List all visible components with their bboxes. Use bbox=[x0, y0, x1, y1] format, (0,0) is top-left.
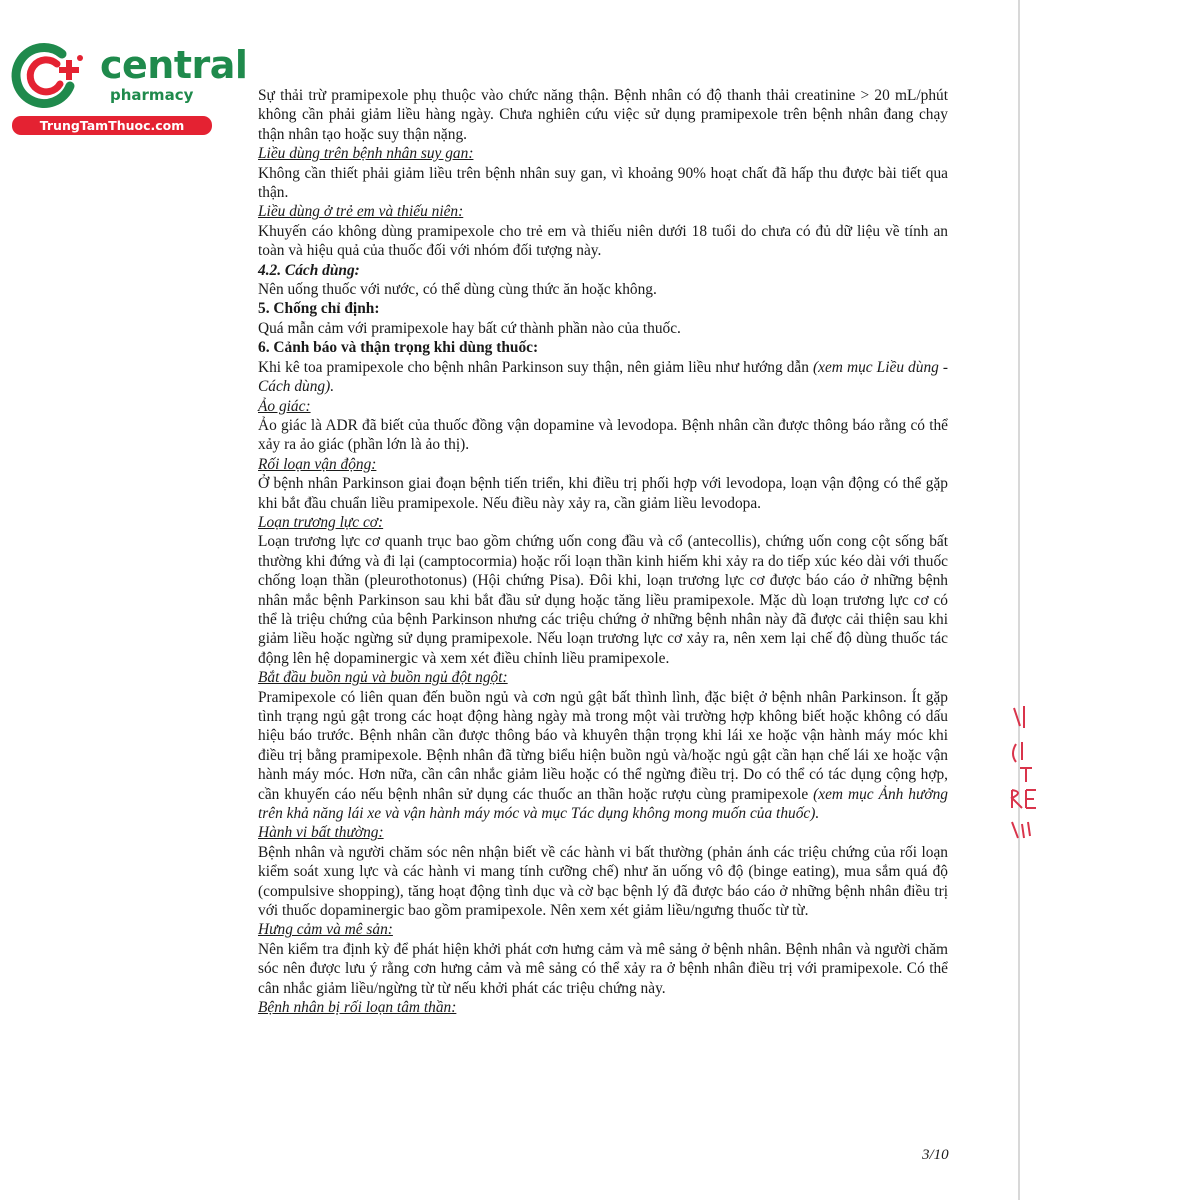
paragraph-children: Khuyến cáo không dùng pramipexole cho trẻ em và thiếu niên dưới 18 tuổi do chưa có đủ dữ liệu về tính an toàn và hiệu quả của thuốc đối với nhóm đối tượng này. bbox=[258, 222, 948, 260]
paragraph-sleep bbox=[258, 688, 948, 824]
logo-subtitle: pharmacy bbox=[110, 86, 194, 104]
heading-5: 5. Chống chỉ định: bbox=[258, 300, 380, 318]
logo-wordmark: central bbox=[100, 43, 248, 87]
document-body bbox=[258, 86, 948, 1018]
page-edge bbox=[1018, 0, 1020, 1200]
paragraph-administration: Nên uống thuốc với nước, có thể dùng cùng thức ăn hoặc không. bbox=[258, 281, 657, 299]
subheading-psychotic: Bệnh nhân bị rối loạn tâm thần: bbox=[258, 999, 457, 1017]
subheading-hallucinations: Ảo giác: bbox=[258, 397, 311, 415]
subheading-behavior: Hành vi bất thường: bbox=[258, 824, 384, 842]
heading-6: 6. Cảnh báo và thận trọng khi dùng thuốc: bbox=[258, 339, 539, 357]
subheading-sleep: Bắt đầu buồn ngủ và buồn ngủ đột ngột: bbox=[258, 669, 508, 687]
heading-4-2 bbox=[258, 261, 948, 280]
paragraph-dyskinesia: Ở bệnh nhân Parkinson giai đoạn bệnh tiến triển, khi điều trị phối hợp với levodopa, loạn vận động có thể gặp khi bắt đầu chuẩn liều pramipexole. Nếu điều này xảy ra, cần giảm liều levodopa. bbox=[258, 475, 948, 512]
heading-4-2-text: 4.2. Cách dùng: bbox=[258, 261, 360, 279]
central-pharmacy-logo bbox=[10, 40, 248, 136]
red-stamp-fragment bbox=[1006, 698, 1046, 848]
paragraph-warnings bbox=[258, 358, 948, 397]
warnings-text: Khi kê toa pramipexole cho bệnh nhân Parkinson suy thận, nên giảm liều như hướng dẫn bbox=[258, 358, 814, 376]
paragraph-contraindications: Quá mẫn cảm với pramipexole hay bất cứ thành phần nào của thuốc. bbox=[258, 319, 681, 337]
paragraph-hallucinations: Ảo giác là ADR đã biết của thuốc đồng vận dopamine và levodopa. Bệnh nhân cần được thông báo rằng có thể xảy ra ảo giác (phần lớn là ảo thị). bbox=[258, 416, 948, 454]
pharmacy-logo-icon bbox=[10, 40, 88, 110]
subheading-dystonia: Loạn trương lực cơ: bbox=[258, 513, 384, 531]
paragraph-mania: Nên kiểm tra định kỳ để phát hiện khởi phát cơn hưng cảm và mê sảng ở bệnh nhân. Bệnh nhân và người chăm sóc nên được lưu ý rằng cơn hưng cảm và mê sảng có thể xảy ra ở bệnh nhân điều trị với pramipexole. Có thể cân nhắc giảm liều/ngừng từ từ nếu khởi phát các triệu chứng này. bbox=[258, 940, 948, 997]
warnings-reference: (xem mục Liều dùng - Cách dùng). bbox=[258, 358, 949, 396]
subheading-dyskinesia: Rối loạn vận động: bbox=[258, 455, 377, 473]
page-number: 3/10 bbox=[922, 1147, 949, 1163]
subheading-mania: Hưng cảm và mê sản: bbox=[258, 921, 393, 939]
subheading-liver: Liều dùng trên bệnh nhân suy gan: bbox=[258, 145, 474, 163]
sleep-reference: (xem mục Ảnh hưởng trên khả năng lái xe và vận hành máy móc và mục Tác dụng không mong muốn của thuốc). bbox=[258, 785, 948, 823]
subheading-children: Liều dùng ở trẻ em và thiếu niên: bbox=[258, 203, 464, 221]
paragraph-liver: Không cần thiết phải giảm liều trên bệnh nhân suy gan, vì khoảng 90% hoạt chất đã hấp thu được bài tiết qua thận. bbox=[258, 164, 948, 202]
stamp-icon bbox=[1006, 698, 1046, 848]
paragraph-behavior: Bệnh nhân và người chăm sóc nên nhận biết về các hành vi bất thường (phản ánh các triệu chứng của rối loạn kiểm soát xung lực và các hành vi mang tính cưỡng chế) như ăn uống vô độ (binge eating), mua sắm quá độ (compulsive shopping), tăng hoạt động tình dục và cờ bạc bệnh lý đã được báo cáo ở những bệnh nhân điều trị với thuốc dopaminergic bao gồm pramipexole. Nên xem xét giảm liều/ngưng thuốc từ từ. bbox=[258, 843, 948, 920]
sleep-text: Pramipexole có liên quan đến buồn ngủ và cơn ngủ gật bất thình lình, đặc biệt ở bệnh nhân Parkinson. Ít gặp tình trạng ngủ gật trong các hoạt động hàng ngày mà trong một vài trường hợp không biết hoặc không có dấu hiệu báo trước. Bệnh nhân cần được thông báo và khuyên thận trọng khi lái xe hoặc vận hành máy móc khi điều trị bằng pramipexole. Bệnh nhân đã từng biểu hiện buồn ngủ và/hoặc ngủ gật cần hạn chế lái xe hoặc vận hành máy móc. Hơn nữa, cần cân nhắc giảm liều hoặc có thể ngừng điều trị. Do có thể có tác dụng cộng hợp, cần khuyến cáo nếu bệnh nhân sử dụng các thuốc an thần hoặc rượu cùng pramipexole bbox=[258, 688, 948, 803]
logo-site-banner: TrungTamThuoc.com bbox=[12, 116, 212, 135]
paragraph-renal: Sự thải trừ pramipexole phụ thuộc vào chức năng thận. Bệnh nhân có độ thanh thải creatinine > 20 mL/phút không cần phải giảm liều hàng ngày. Chưa nghiên cứu việc sử dụng pramipexole trên bệnh nhân đang chạy thận nhân tạo hoặc suy thận nặng. bbox=[258, 87, 948, 143]
paragraph-dystonia: Loạn trương lực cơ quanh trục bao gồm chứng uốn cong đầu và cổ (antecollis), chứng uốn cong cột sống bất thường khi đứng và đi lại (camptocormia) hoặc rối loạn thần kinh hiếm khi xảy ra do tiếp xúc kéo dài với thuốc chống loạn thần (pleurothotonus) (Hội chứng Pisa). Đôi khi, loạn trương lực cơ được báo cáo ở những bệnh nhân mắc bệnh Parkinson sau khi bắt đầu sử dụng hoặc tăng liều pramipexole. Mặc dù loạn trương lực cơ có thể là triệu chứng của bệnh Parkinson nhưng các triệu chứng ở những bệnh nhân này đã được cải thiện sau khi giảm liều hoặc ngừng sử dụng pramipexole. Nếu loạn trương lực cơ xảy ra, nên xem lại chế độ dùng thuốc tác động lên hệ dopaminergic và xem xét điều chỉnh liều pramipexole. bbox=[258, 533, 948, 667]
